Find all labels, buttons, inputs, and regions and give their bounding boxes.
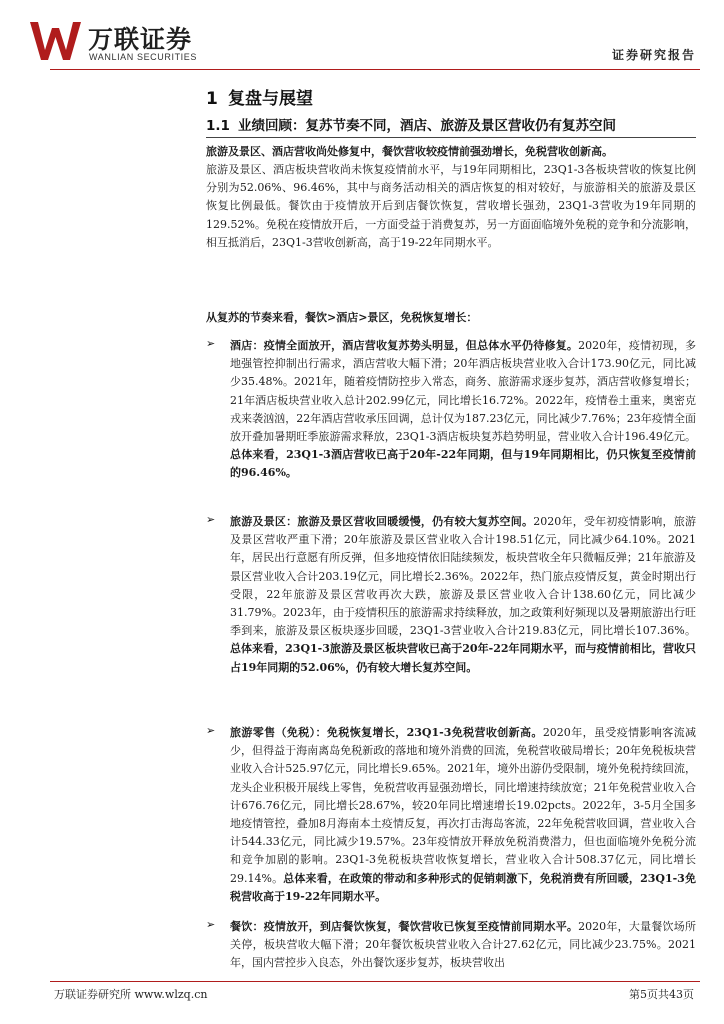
subsection-title-text: 业绩回顾：复苏节奏不同，酒店、旅游及景区营收仍有复苏空间 xyxy=(238,118,616,134)
subsection-divider xyxy=(206,137,696,138)
bullet-arrow-icon: ➢ xyxy=(206,513,216,526)
subsection-title xyxy=(206,114,616,134)
bullet-catering-head: 餐饮：疫情放开，到店餐饮恢复，餐饮营收已恢复至疫情前同期水平。 xyxy=(230,920,579,933)
bullet-dutyfree-conclusion: 总体来看，在政策的带动和多种形式的促销刺激下，免税消费有所回暖，23Q1-3免税营收高于19-22年同期水平。 xyxy=(230,871,696,903)
page-header xyxy=(0,0,724,72)
header-divider xyxy=(50,69,700,70)
report-type-label: 证券研究报告 xyxy=(611,48,696,62)
bullet-arrow-icon: ➢ xyxy=(206,918,216,931)
bullet-hotel-conclusion: 总体来看，23Q1-3酒店营收已高于20年-22年同期，但与19年同期相比，仍只恢复至疫情前的96.46%。 xyxy=(230,448,696,480)
bullet-tourism-text xyxy=(230,513,696,677)
bullet-arrow-icon: ➢ xyxy=(206,724,216,737)
bullet-dutyfree-head: 旅游零售（免税）：免税恢复增长，23Q1-3免税营收创新高。 xyxy=(230,726,543,739)
overview-paragraph: 旅游及景区、酒店板块营收尚未恢复疫情前水平，与19年同期相比，23Q1-3各板块营收的恢复比例分别为52.06%、96.46%，其中与商务活动相关的酒店恢复的相对较好，与旅游相关的旅游及景区恢复比例最低。餐饮由于疫情放开后到店餐饮恢复，营收增长强劲，23Q1-3营收为19年同期的129.52%。免税在疫情放开后，一方面受益于消费复苏，另一方面面临境外免税的竞争和分流影响，相互抵消后，23Q1-3营收创新高，高于19-22年同期水平。 xyxy=(206,163,696,249)
section-title xyxy=(206,84,313,109)
footer-source: 万联证券研究所 www.wlzq.cn xyxy=(54,988,208,1001)
bullet-tourism-body: 2020年，受年初疫情影响，旅游及景区营收严重下滑；20年旅游及景区营业收入合计198.51亿元，同比减少64.10%。2021年，居民出行意愿有所反弹，但多地疫情依旧陆续频发，板块营收全年只微幅反弹；21年旅游及景区营业收入合计203.19亿元，同比增长2.36%。2022年，热门旅点疫情反复，黄金时期出行受限，22年旅游及景区营收再次大跌，旅游及景区营业收入合计138.60亿元，同比减少31.79%。2023年，由于疫情积压的旅游需求持续释放，加之政策利好频现以及暑期旅游出行旺季到来，旅游及景区板块逐步回暖，23Q1-3营业收入合计219.83亿元，同比增长107.36%。 xyxy=(230,515,696,638)
section-number: 1 xyxy=(206,89,218,109)
bullet-catering-text xyxy=(230,918,696,973)
footer-divider xyxy=(50,981,700,982)
bullet-hotel-head: 酒店：疫情全面放开，酒店营收复苏势头明显，但总体水平仍待修复。 xyxy=(230,339,579,352)
bullet-tourism-conclusion: 总体来看，23Q1-3旅游及景区板块营收已高于20年-22年同期水平，而与疫情前相比，营收只占19年同期的52.06%，仍有较大增长复苏空间。 xyxy=(230,642,696,674)
recovery-order-heading: 从复苏的节奏来看，餐饮>酒店>景区，免税恢复增长： xyxy=(206,311,478,324)
bullet-dutyfree-body: 2020年，虽受疫情影响客流减少，但得益于海南离岛免税新政的落地和境外消费的回流，免税营收破局增长；20年免税板块营业收入合计525.97亿元，同比增长9.65%。2021年，境外出游仍受限制，境外免税持续回流，龙头企业积极开展线上零售，免税营收再显强劲增长，同比增速持续放宽；21年免税营业收入合计676.76亿元，同比增长28.67%，较20年同比增速增长19.02pcts。2022年，3-5月全国多地疫情管控，叠加8月海南本土疫情反复，再次打击海岛客流，22年免税营收回调，营业收入合计544.33亿元，同比减少19.57%。23年疫情放开释放免税消费潜力，但也面临境外免税分流和竞争加剧的影响。23Q1-3免税板块营收恢复增长，营业收入合计508.37亿元，同比增长29.14%。 xyxy=(230,726,697,885)
bullet-catering-body: 2020年，大量餐饮场所关停，板块营收大幅下滑；20年餐饮板块营业收入合计27.62亿元，同比减少23.75%。2021年，国内营控步入良态，外出餐饮逐步复苏，板块营收出 xyxy=(230,920,696,970)
bullet-arrow-icon: ➢ xyxy=(206,337,216,350)
logo-english-name: WANLIAN SECURITIES xyxy=(89,52,197,62)
section-title-text: 复盘与展望 xyxy=(228,89,313,109)
page-number: 第5页共43页 xyxy=(629,988,694,1001)
bullet-tourism-head: 旅游及景区：旅游及景区营收回暖缓慢，仍有较大复苏空间。 xyxy=(230,515,534,528)
bullet-hotel-body: 2020年，疫情初现，多地强管控抑制出行需求，酒店营收大幅下滑；20年酒店板块营业收入合计173.90亿元，同比减少35.48%。2021年，随着疫情防控步入常态，商务、旅游需求逐步复苏，酒店营收修复增长；21年酒店板块营业收入总计202.99亿元，同比增长16.72%。2022年，疫情卷土重来，奥密克戎来袭汹汹，22年酒店营收承压回调，总计仅为187.23亿元，同比减少7.76%；23年疫情全面放开叠加暑期旺季旅游需求释放，23Q1-3酒店板块复苏趋势明显，营业收入合计196.49亿元。 xyxy=(230,339,696,444)
bullet-hotel-text xyxy=(230,337,696,483)
company-logo xyxy=(28,18,228,66)
wanlian-logo-icon xyxy=(28,18,84,64)
bullet-dutyfree-text xyxy=(230,724,696,906)
lead-paragraph: 旅游及景区、酒店营收尚处修复中，餐饮营收较疫情前强劲增长，免税营收创新高。 xyxy=(206,145,613,158)
logo-chinese-name: 万联证券 xyxy=(88,25,193,54)
subsection-number: 1.1 xyxy=(206,118,230,134)
